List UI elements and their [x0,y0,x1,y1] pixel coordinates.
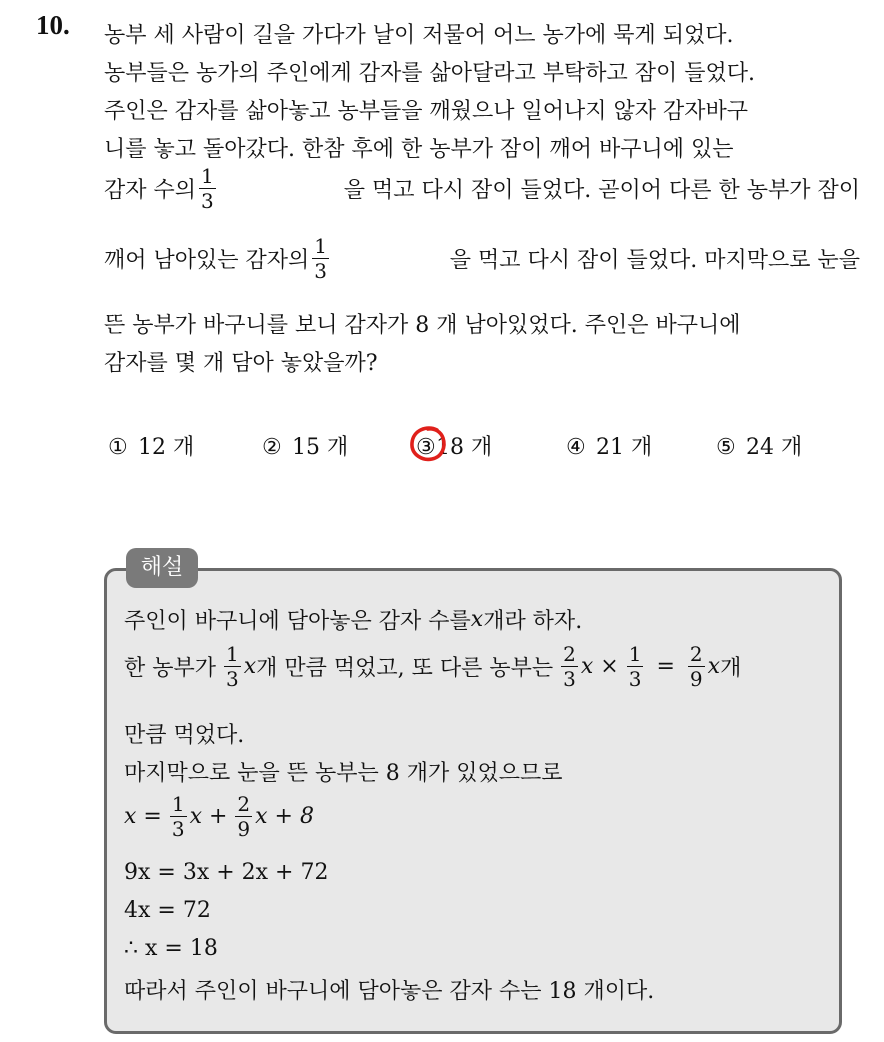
fraction-one-third [224,644,241,689]
fraction-denominator: 3 [563,667,576,691]
choice-2-mark: ② [262,435,282,460]
fraction-one-third [627,644,644,689]
fraction-two-ninths [235,794,252,839]
fraction-one-third [170,794,187,839]
equation-term: x + [189,804,228,829]
solution-line-3: 만큼 먹었다. [124,723,245,748]
fraction-denominator: 3 [314,259,327,283]
solution-line-1 [124,604,582,635]
question-line-7: 뜬 농부가 바구니를 보니 감자가 8 개 남아있었다. 주인은 바구니에 [104,313,741,338]
choice-1-mark: ① [108,435,128,460]
question-line-5 [104,166,860,211]
fraction-two-ninths [688,644,705,689]
equation-lhs: x = [124,804,162,829]
choice-4-text: 21 개 [596,435,653,460]
question-line-4: 니를 놓고 돌아갔다. 한참 후에 한 농부가 잠이 깨어 바구니에 있는 [104,137,734,162]
choice-5[interactable] [716,430,802,461]
question-number: 10. [36,10,70,40]
question-line-5-end: 을 먹고 다시 잠이 들었다. 곧이어 다른 한 농부가 잠이 [343,178,860,203]
solution-equation-1 [124,794,314,839]
fraction-numerator: 1 [226,642,239,666]
fraction-numerator: 2 [689,642,703,666]
solution-line-4: 마지막으로 눈을 뜬 농부는 8 개가 있었으므로 [124,761,563,786]
equation-term: x + 8 [255,804,314,829]
question-line-3: 주인은 감자를 삶아놓고 농부들을 깨웠으나 일어나지 않자 감자바구 [104,99,749,124]
question-line-8: 감자를 몇 개 담아 놓았을까? [104,351,378,376]
question-line-6-end: 을 먹고 다시 잠이 들었다. 마지막으로 눈을 [449,248,860,273]
solution-line-1-text: 주인이 바구니에 담아놓은 감자 수를 [124,609,471,634]
fraction-denominator: 3 [226,667,239,691]
choice-4[interactable] [566,430,652,461]
variable-x: x [707,654,721,679]
solution-equation-4: ∴ x = 18 [124,936,218,961]
fraction-denominator: 9 [237,817,251,841]
choice-2[interactable] [262,430,348,461]
fraction-denominator: 9 [689,667,703,691]
solution-equation-3: 4x = 72 [124,898,211,923]
choice-3-text: 18 개 [436,435,493,460]
solution-line-2-mid: 개 만큼 먹었고, 또 다른 농부는 [256,656,554,681]
choice-4-mark: ④ [566,435,586,460]
fraction-numerator: 1 [201,164,214,188]
question-line-6-start: 깨어 남아있는 감자의 [104,248,310,273]
question-line-2: 농부들은 농가의 주인에게 감자를 삶아달라고 부탁하고 잠이 들었다. [104,61,756,86]
choice-5-text: 24 개 [746,435,803,460]
unit-gae: 개 [720,656,742,681]
answer-circle-icon [407,424,449,464]
fraction-one-third [312,236,329,281]
question-line-5-start: 감자 수의 [104,178,197,203]
solution-equation-2: 9x = 3x + 2x + 72 [124,860,329,885]
choice-2-text: 15 개 [292,435,349,460]
solution-tag: 해설 [126,548,198,588]
choice-1[interactable] [108,430,194,461]
fraction-denominator: 3 [171,817,185,841]
fraction-denominator: 3 [628,667,642,691]
fraction-numerator: 2 [237,792,251,816]
solution-line-1-end: 개라 하자. [483,609,583,634]
variable-x: x [470,607,484,632]
fraction-numerator: 1 [314,234,327,258]
expression-x-times: x × [580,654,619,679]
equals-sign: = [656,654,675,679]
fraction-numerator: 1 [171,792,185,816]
fraction-numerator: 2 [563,642,576,666]
solution-conclusion: 따라서 주인이 바구니에 담아놓은 감자 수는 18 개이다. [124,979,655,1004]
question-line-1: 농부 세 사람이 길을 가다가 날이 저물어 어느 농가에 묵게 되었다. [104,23,734,48]
fraction-denominator: 3 [201,189,214,213]
choice-3-mark: ③ [416,435,436,460]
choice-3[interactable] [416,430,492,461]
fraction-numerator: 1 [628,642,642,666]
question-line-6 [104,236,860,281]
variable-x: x [243,654,257,679]
choice-1-text: 12 개 [138,435,195,460]
solution-line-2 [124,644,741,689]
solution-line-2-start: 한 농부가 [124,656,217,681]
choice-5-mark: ⑤ [716,435,736,460]
fraction-two-thirds [561,644,578,689]
answer-choices [108,430,828,466]
fraction-one-third [199,166,216,211]
